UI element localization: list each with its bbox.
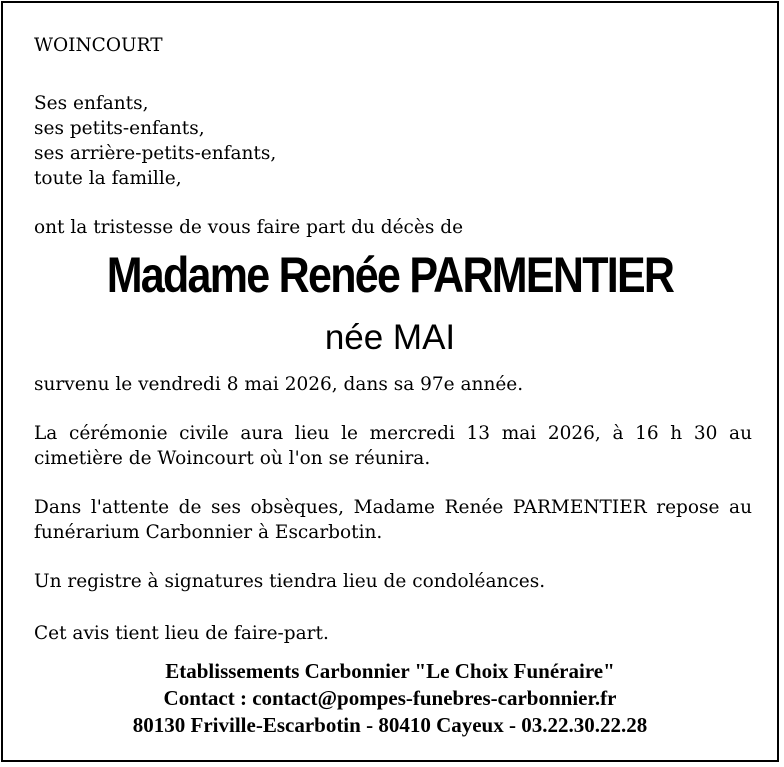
closing-line: Cet avis tient lieu de faire-part.: [34, 623, 329, 644]
ceremony-paragraph: La cérémonie civile aura lieu le mercredi 13 mai 2026, à 16 h 30 au cimetière de Woincourt où l'on se réunira.: [34, 423, 752, 469]
funeral-home-name: Etablissements Carbonnier "Le Choix Funéraire": [165, 659, 615, 683]
register-line: Un registre à signatures tiendra lieu de condoléances.: [34, 571, 546, 592]
resting-place-paragraph: Dans l'attente de ses obsèques, Madame Renée PARMENTIER repose au funérarium Carbonnier à Escarbotin.: [34, 497, 752, 543]
announcement-line: ont la tristesse de vous faire part du décès de: [34, 217, 464, 238]
obituary-notice: [1, 1, 779, 762]
maiden-name: née MAI: [324, 318, 456, 357]
funeral-home-address: 80130 Friville-Escarbotin - 80410 Cayeux - 03.22.30.22.28: [132, 713, 648, 737]
family-line-grandchildren: ses petits-enfants,: [34, 118, 205, 139]
deceased-name: Madame Renée PARMENTIER: [106, 247, 674, 303]
death-info: survenu le vendredi 8 mai 2026, dans sa 97e année.: [34, 374, 524, 395]
town-heading: WOINCOURT: [34, 35, 163, 56]
funeral-home-contact: Contact : contact@pompes-funebres-carbonnier.fr: [163, 686, 617, 710]
family-line-great-grandchildren: ses arrière-petits-enfants,: [34, 143, 277, 164]
family-line-whole-family: toute la famille,: [34, 168, 182, 189]
family-line-children: Ses enfants,: [34, 93, 149, 114]
